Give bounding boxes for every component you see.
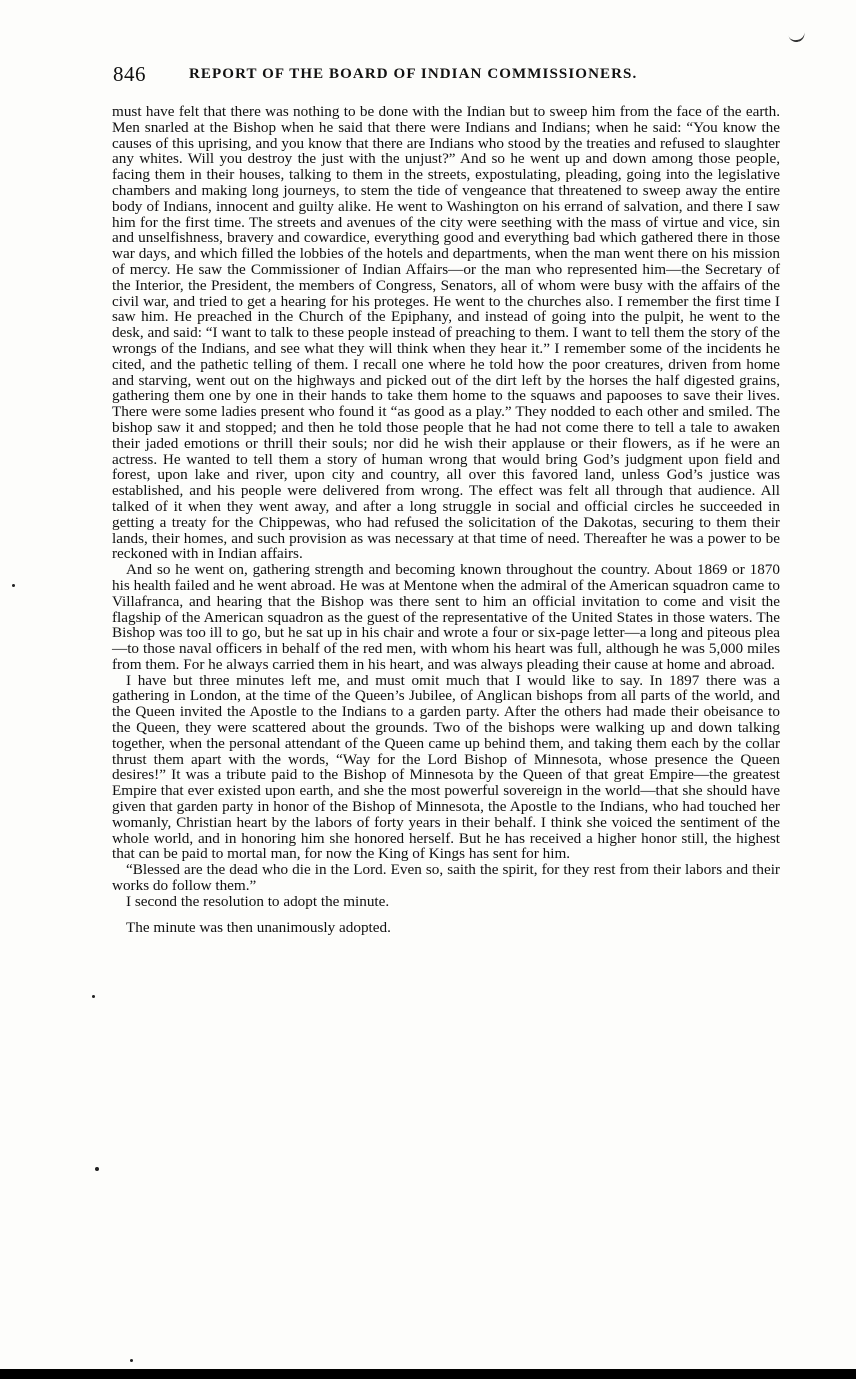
scan-speck xyxy=(12,584,15,587)
paragraph: I have but three minutes left me, and must omit much that I would like to say. In 1897 there was a gathering in London, at the time of the Queen’s Jubilee, of Anglican bishops from all parts of the world, and the Queen invited the Apostle to the Indians to a garden party. After the others had made their obeisance to the Queen, they were scattered about the grounds. Two of the bishops were walking up and down talking together, when the personal attendant of the Queen came up behind them, and taking them each by the collar thrust them apart with the words, “Way for the Lord Bishop of Minnesota, whose presence the Queen desires!” It was a tribute paid to the Bishop of Minnesota by the Queen of that great Empire—the greatest Empire that ever existed upon earth, and she the most powerful sovereign in the world—that she should have given that garden party in honor of the Bishop of Minnesota, the Apostle to the Indians, who had touched her womanly, Christian heart by the labors of forty years in their behalf. I think she voiced the sentiment of the whole world, and in honoring him she honored herself. But he has received a higher honor still, the highest that can be paid to mortal man, for now the King of Kings has sent for him. xyxy=(112,671,780,863)
page-header xyxy=(113,62,779,88)
scan-border xyxy=(0,1369,856,1379)
body-text xyxy=(112,104,780,935)
paragraph: I second the resolution to adopt the minute. xyxy=(126,892,390,910)
closing-paragraph: The minute was then unanimously adopted. xyxy=(126,918,391,936)
page-number: 846 xyxy=(113,62,146,86)
scan-speck xyxy=(130,1359,133,1362)
pen-mark xyxy=(788,30,806,43)
paragraph-continued: must have felt that there was nothing to be done with the Indian but to sweep him from the face of the earth. Men snarled at the Bishop when he said that there were Indians and Indians; when he said: “You know the causes of this uprising, and you know that there are Indians who stood by the treaties and refused to slaughter any whites. Will you destroy the just with the unjust?” And so he went up and down among those people, facing them in their houses, talking to them in the streets, expostulating, pleading, going into the legislative chambers and making long journeys, to stem the tide of vengeance that threatened to sweep away the entire body of Indians, innocent and guilty alike. He went to Washington on his errand of salvation, and there I saw him for the first time. The streets and avenues of the city were seething with the mass of virtue and vice, sin and unselfishness, bravery and cowardice, everything good and everything bad which gathered there in those war days, and which filled the lobbies of the hotels and departments, when the man went there on his mission of mercy. He saw the Commissioner of Indian Affairs—or the man who represented him—the Secretary of the Interior, the President, the members of Congress, Senators, all of whom were busy with the affairs of the civil war, and tried to get a hearing for his proteges. He went to the churches also. I remember the first time I saw him. He preached in the Church of the Epiphany, and instead of going into the pulpit, he went to the desk, and said: “I want to talk to these people instead of preaching to them. I want to tell them the story of the wrongs of the Indians, and see what they will think when they hear it.” I remember some of the incidents he cited, and the pathetic telling of them. I recall one where he told how the poor creatures, driven from home and starving, went out on the highways and picked out of the dirt left by the horses the half digested grains, gathering them one by one in their hands to take them home to the squaws and papooses to save their lives. There were some ladies present who found it “as good as a play.” They nodded to each other and smiled. The bishop saw it and stopped; and then he told those people that he had not come there to tell a tale to awaken their jaded emotions or thrill their souls; nor did he wish their applause or their flowers, as if he were an actress. He wanted to tell them a story of human wrong that would bring God’s judgment upon field and forest, upon lake and river, upon city and country, all over this favored land, unless God’s justice was established, and his people were delivered from wrong. The effect was felt all through that audience. All talked of it when they went away, and after a long struggle in social and official circles he succeeded in getting a treaty for the Chippewas, who had refused the solicitation of the Dakotas, securing to them their lands, their homes, and such provision as was necessary at that time of need. Thereafter he was a power to be reckoned with in Indian affairs. xyxy=(112,103,780,563)
scan-speck xyxy=(95,1167,99,1171)
quotation-paragraph: “Blessed are the dead who die in the Lord. Even so, saith the spirit, for they rest from their labors and their works do follow them.” xyxy=(112,861,780,895)
scan-speck xyxy=(92,995,95,998)
paragraph: And so he went on, gathering strength and becoming known throughout the country. About 1869 or 1870 his health failed and he went abroad. He was at Mentone when the admiral of the American squadron came to Villafranca, and hearing that the Bishop was there sent to him an official invitation to come and visit the flagship of the American squadron as the guest of the representative of the United States in those waters. The Bishop was too ill to go, but he sat up in his chair and wrote a four or six-page letter—a long and piteous plea—to those naval officers in behalf of the red men, with whom his heart was full, although he was 5,000 miles from them. For he always carried them in his heart, and was always pleading their cause at home and abroad. xyxy=(112,561,780,673)
running-title: REPORT OF THE BOARD OF INDIAN COMMISSIONERS. xyxy=(189,66,638,82)
